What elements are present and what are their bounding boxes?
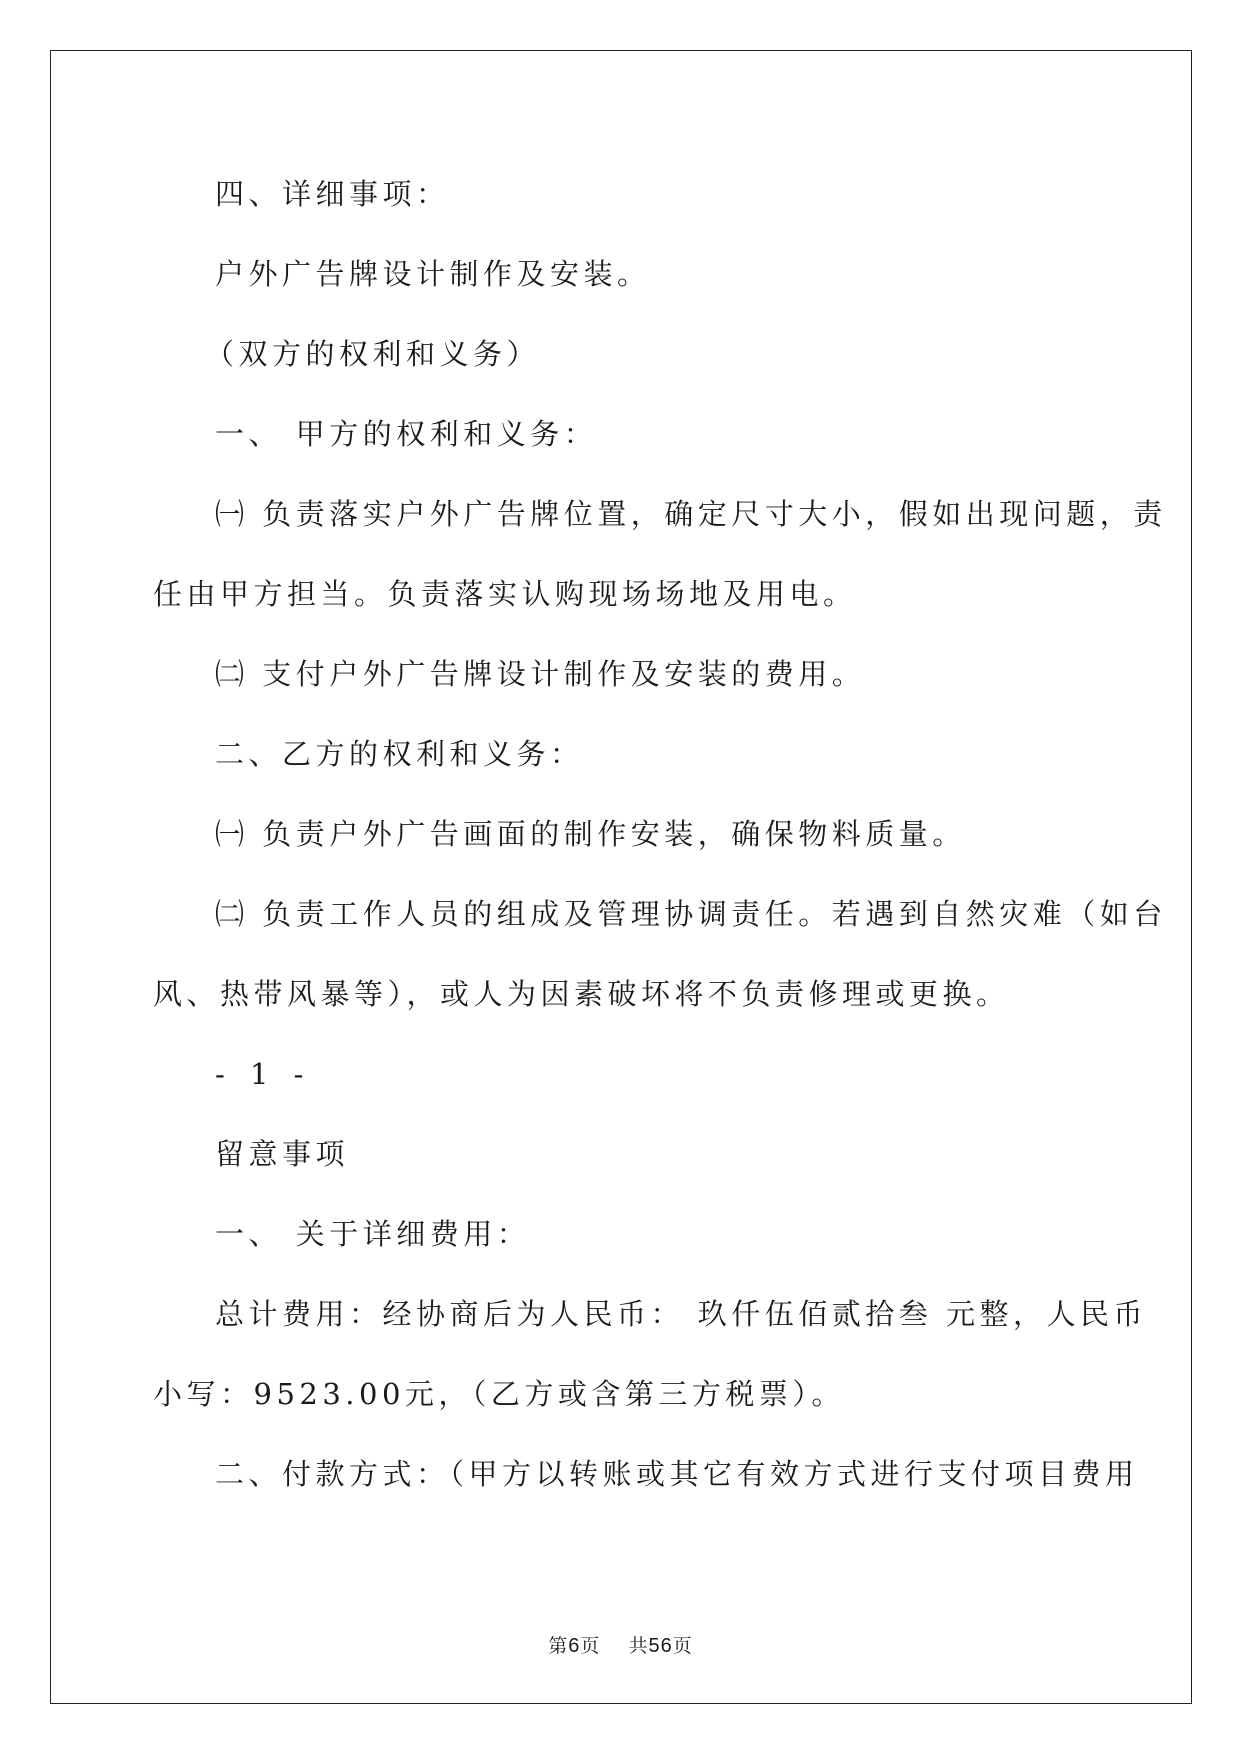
footer-page-suffix: 页 <box>580 1635 601 1657</box>
section-heading-party-b: 二、乙方的权利和义务： <box>215 737 584 771</box>
inline-page-marker: - 1 - <box>215 1057 312 1091</box>
paragraph-party-a-item1-line2: 任由甲方担当。负责落实认购现场场地及用电。 <box>153 577 857 611</box>
page-border <box>50 50 1192 1704</box>
footer-total-pages: 56 <box>648 1635 673 1657</box>
paragraph-party-b-item1: ㈠ 负责户外广告画面的制作安装，确保物料质量。 <box>215 817 966 851</box>
footer-total-suffix: 页 <box>672 1635 693 1657</box>
section-heading-party-a: 一、 甲方的权利和义务： <box>215 417 598 451</box>
section-heading-notes: 留意事项 <box>215 1137 350 1171</box>
paragraph-total-fee-line2: 小写：9523.00元，（乙方或含第三方税票）。 <box>153 1377 845 1411</box>
paragraph-total-fee-line1: 总计费用：经协商后为人民币： 玖仟伍佰贰拾叁 元整，人民币 <box>215 1297 1147 1331</box>
subheading-rights: （双方的权利和义务） <box>205 337 541 371</box>
section-heading-details: 四、详细事项： <box>215 177 450 211</box>
footer-total-prefix: 共 <box>628 1635 649 1657</box>
page-footer <box>0 1631 1241 1658</box>
paragraph-details: 户外广告牌设计制作及安装。 <box>215 257 651 291</box>
footer-page-number: 6 <box>568 1635 581 1657</box>
section-heading-payment: 二、付款方式：（甲方以转账或其它有效方式进行支付项目费用 <box>215 1457 1139 1491</box>
footer-page-prefix: 第 <box>548 1635 569 1657</box>
paragraph-party-b-item2-line1: ㈡ 负责工作人员的组成及管理协调责任。若遇到自然灾难（如台 <box>215 897 1167 931</box>
paragraph-party-b-item2-line2: 风、热带风暴等），或人为因素破坏将不负责修理或更换。 <box>153 977 1010 1011</box>
paragraph-party-a-item2: ㈡ 支付户外广告牌设计制作及安装的费用。 <box>215 657 866 691</box>
section-heading-fees: 一、 关于详细费用： <box>215 1217 531 1251</box>
paragraph-party-a-item1-line1: ㈠ 负责落实户外广告牌位置，确定尺寸大小，假如出现问题，责 <box>215 497 1167 531</box>
